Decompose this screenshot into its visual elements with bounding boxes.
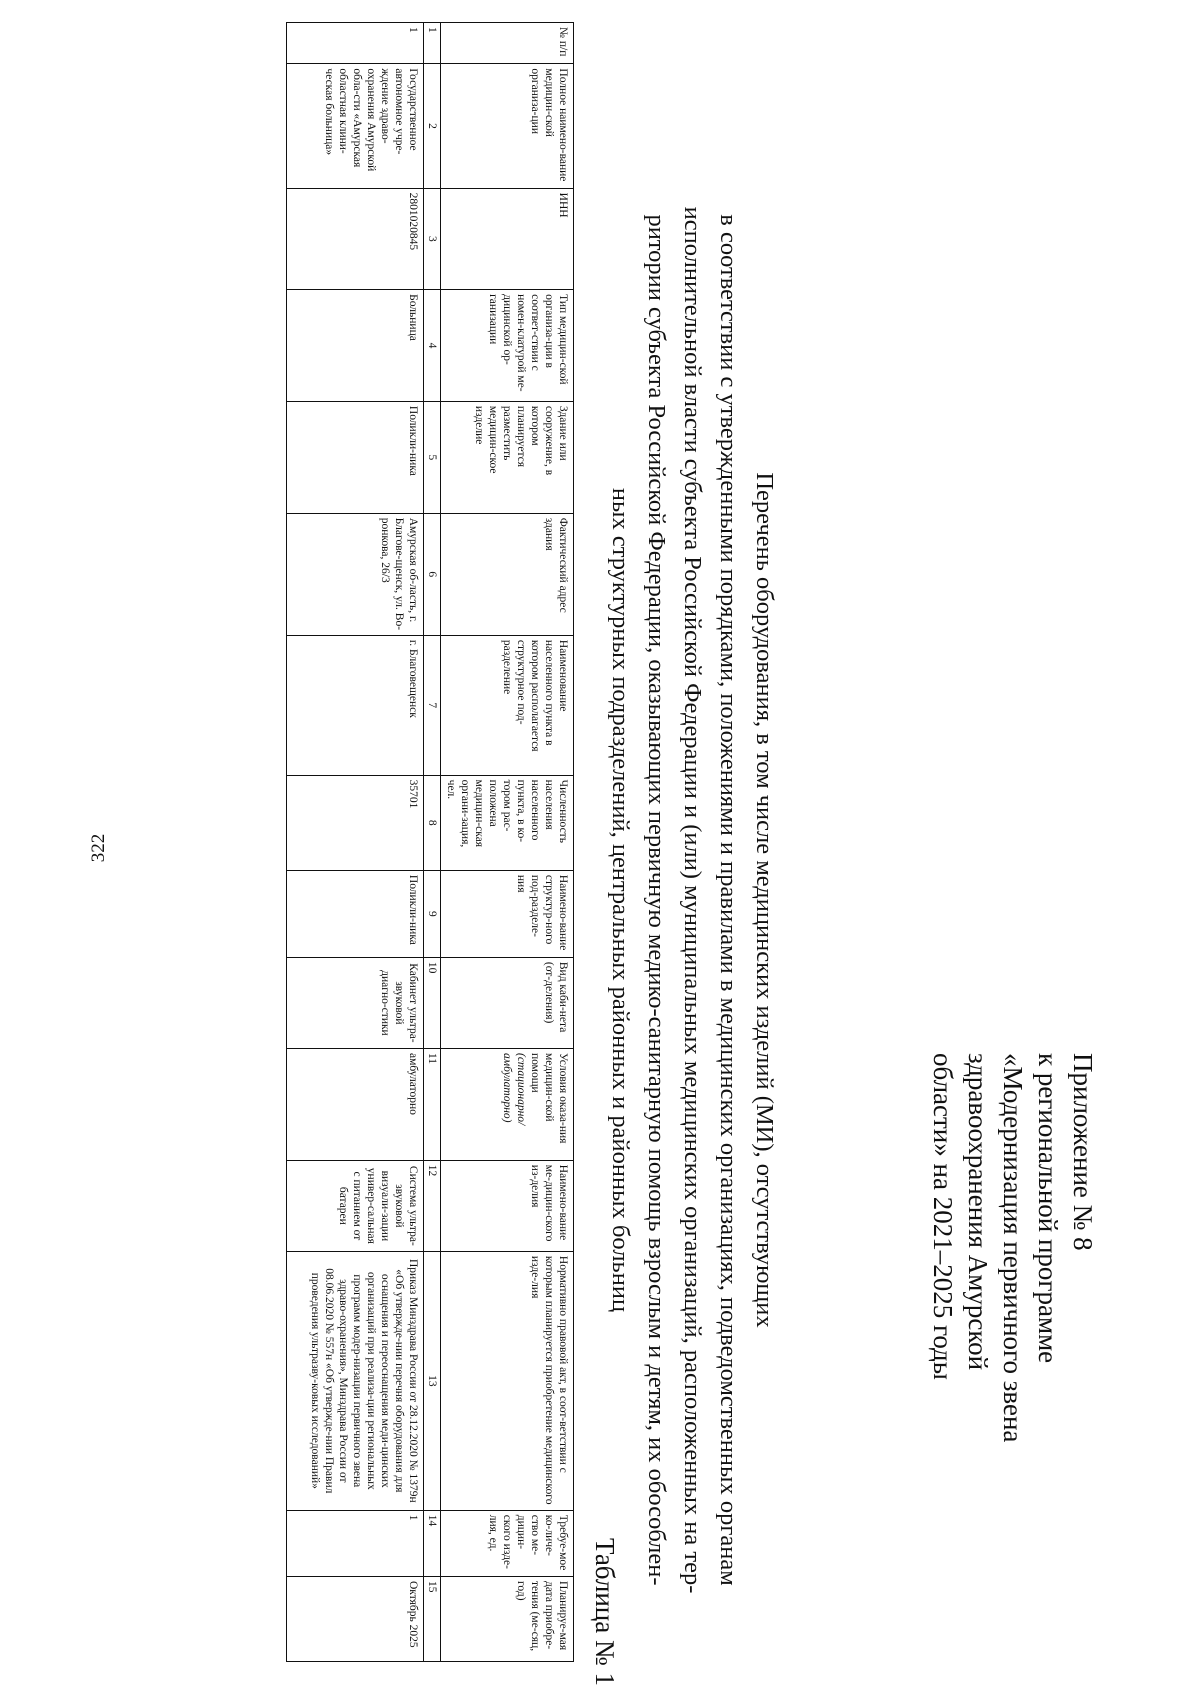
cell-building: Поликли-ника — [287, 401, 424, 513]
column-number: 5 — [424, 401, 441, 513]
column-number: 15 — [424, 1577, 441, 1662]
title-line: в соответствии с утвержденными порядками, положениями и правилами в медицинских организациях, подведомственных органам — [715, 214, 742, 1586]
cell-num: 1 — [287, 23, 424, 64]
column-number: 6 — [424, 513, 441, 635]
appendix-block — [925, 1053, 1100, 1583]
column-number: 11 — [424, 1048, 441, 1160]
cell-device: Система ультра-звуковой визуали-зации универ-сальная с питанием от батареи — [287, 1160, 424, 1251]
header-cell: Тип медицин-ской организа-ции в соответ-ствии с номен-клатурой ме-дицинской ор-ганизации — [441, 290, 574, 402]
header-cell — [441, 1048, 574, 1160]
header-text: Условия оказа-ния медицин-ской помощи — [529, 1052, 569, 1144]
header-cell: Наимено-вание ме-дицин-ского из-делия — [441, 1160, 574, 1251]
cell-legal-act: Приказ Минздрава России от 28.12.2020 № 1379н «Об утвержде-нии перечня оборудования для оснащения и переоснащения меди-цинских организаций при реализа-ции региональных программ модер-низации первичного звена здраво-охранения», Минздрава России от 08.06.2020 № 557н «Об утвержде-нии Правил проведения ультразву-ковых исследований» — [287, 1251, 424, 1510]
header-cell: Наимено-вание структур-ного под-разделе-ния — [441, 870, 574, 957]
title-line: исполнительной власти субъекта Российской Федерации и (или) муниципальных медицинских организаций, расположенных на тер- — [679, 206, 706, 1594]
cell-address: Амурская об-ласть, г. Благове-щенск, ул. Во-ронкова, 26/3 — [287, 513, 424, 635]
header-note: (стационарно/ амбулаторно) — [501, 1052, 527, 1126]
table-label: Таблица № 1 — [590, 1538, 620, 1686]
cell-population: 35701 — [287, 775, 424, 870]
title-line: Перечень оборудования, в том числе медицинских изделий (МИ), отсутствующих — [751, 472, 778, 1328]
column-number: 7 — [424, 635, 441, 775]
appendix-line: «Модернизация первичного звена — [998, 1053, 1028, 1443]
cell-date: Октябрь 2025 — [287, 1577, 424, 1662]
cell-conditions: амбулаторно — [287, 1048, 424, 1160]
column-number: 13 — [424, 1251, 441, 1510]
header-cell: Требуе-мое ко-личе-ство ме-дицин-ского изде-лия, ед. — [441, 1510, 574, 1576]
column-number: 10 — [424, 957, 441, 1048]
cell-cabinet: Кабинет ультра-звуковой диагно-стики — [287, 957, 424, 1048]
column-number: 9 — [424, 870, 441, 957]
header-cell: № п/п — [441, 23, 574, 64]
page-number: 322 — [88, 833, 109, 863]
table-header-row — [441, 23, 574, 1662]
cell-org-type: Больница — [287, 290, 424, 402]
column-number: 4 — [424, 290, 441, 402]
document-title — [602, 95, 782, 1705]
cell-org-name: Государственное автономное учре-ждение здраво-охранения Амурской обла-сти «Амурская областная клини-ческая больница» — [287, 64, 424, 188]
header-cell: Здание или сооружение, в котором планируется разместить медицин-ское изделие — [441, 401, 574, 513]
column-number: 8 — [424, 775, 441, 870]
header-cell: Нормативно правовой акт, в соот-ветствии с которым планируется приобретение медицинского изде-лия — [441, 1251, 574, 1510]
header-cell: Полное наимено-вание медицин-ской организа-ции — [441, 64, 574, 188]
appendix-line: здравоохранения Амурской — [963, 1053, 993, 1371]
column-number-row — [424, 23, 441, 1662]
appendix-line: к региональной программе — [1033, 1053, 1063, 1364]
column-number: 3 — [424, 188, 441, 289]
cell-locality: г. Благовещенск — [287, 635, 424, 775]
cell-subdivision: Поликли-ника — [287, 870, 424, 957]
header-cell: ИНН — [441, 188, 574, 289]
column-number: 14 — [424, 1510, 441, 1576]
header-cell: Вид каби-нета (от-деления) — [441, 957, 574, 1048]
appendix-line: области» на 2021–2025 годы — [928, 1053, 958, 1380]
header-cell: Фактический адрес здания — [441, 513, 574, 635]
column-number: 2 — [424, 64, 441, 188]
column-number: 1 — [424, 23, 441, 64]
title-line: ных структурных подразделений, центральных районных и районных больниц — [607, 487, 634, 1313]
appendix-line: Приложение № 8 — [1068, 1053, 1098, 1251]
table-row — [287, 23, 424, 1662]
header-cell: Планируе-мая дата приобре-тения (ме-сяц, год) — [441, 1577, 574, 1662]
cell-quantity: 1 — [287, 1510, 424, 1576]
equipment-table — [286, 22, 574, 1662]
header-cell: Численность населения населенного пункта, в ко-тором рас-положена медицин-ская органи-зация, чел. — [441, 775, 574, 870]
column-number: 12 — [424, 1160, 441, 1251]
cell-inn: 2801020845 — [287, 188, 424, 289]
header-cell: Наименование населенного пункта в котором располагается структурное под-разделение — [441, 635, 574, 775]
title-line: ритории субъекта Российской Федерации, оказывающих первичную медико-санитарную помощь взрослым и детям, их обособлен- — [643, 214, 670, 1586]
